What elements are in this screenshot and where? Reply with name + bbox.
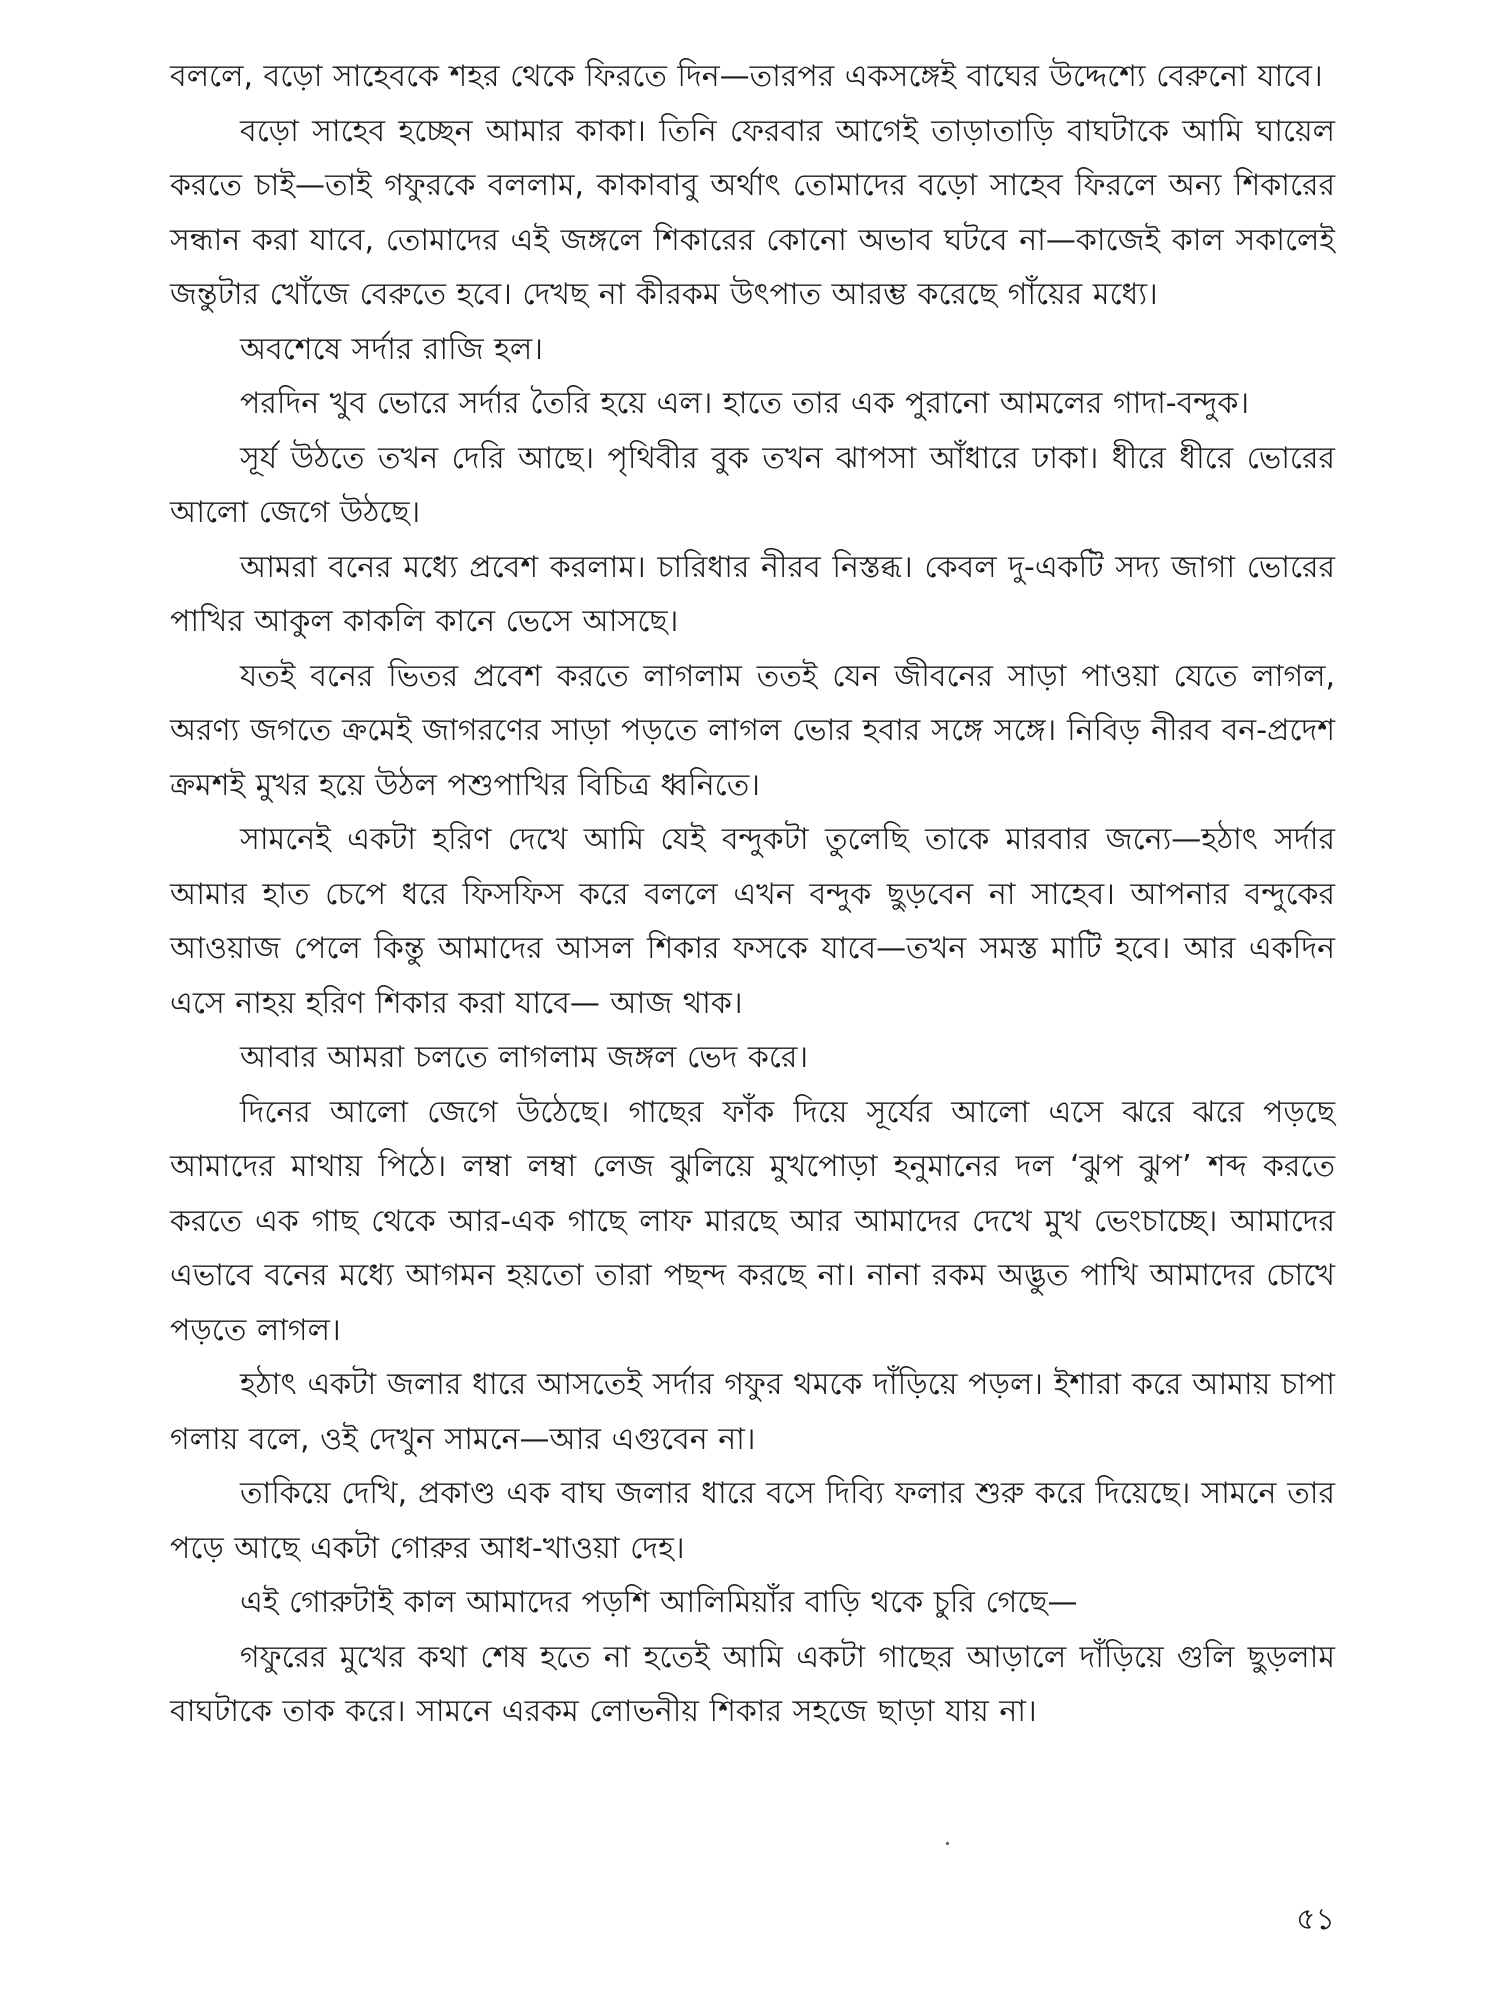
paragraph-8: সামনেই একটা হরিণ দেখে আমি যেই বন্দুকটা তুলেছি তাকে মারবার জন্যে—হঠাৎ সর্দার আমার হাত চেপে ধরে ফিসফিস করে বললে এখন বন্দুক ছুড়বেন না সাহেব। আপনার বন্দুকের আওয়াজ পেলে কিন্তু আমাদের আসল শিকার ফসকে যাবে—তখন সমস্ত মাটি হবে। আর একদিন এসে নাহয় হরিণ শিকার করা যাবে— আজ থাক। <box>170 822 1335 1021</box>
paragraph-13: এই গোরুটাই কাল আমাদের পড়শি আলিমিয়াঁর বাড়ি থকে চুরি গেছে— <box>240 1585 1078 1620</box>
paragraph-4: পরদিন খুব ভোরে সর্দার তৈরি হয়ে এল। হাতে তার এক পুরানো আমলের গাদা-বন্দুক। <box>240 386 1250 421</box>
paragraph-9: আবার আমরা চলতে লাগলাম জঙ্গল ভেদ করে। <box>240 1040 809 1075</box>
paragraph-12: তাকিয়ে দেখি, প্রকাণ্ড এক বাঘ জলার ধারে বসে দিব্যি ফলার শুরু করে দিয়েছে। সামনে তার পড়ে আছে একটা গোরুর আধ-খাওয়া দেহ। <box>170 1476 1335 1566</box>
paragraph-1: বললে, বড়ো সাহেবকে শহর থেকে ফিরতে দিন—তারপর একসঙ্গেই বাঘের উদ্দেশ্যে বেরুনো যাবে। <box>170 59 1323 94</box>
paragraph-6: আমরা বনের মধ্যে প্রবেশ করলাম। চারিধার নীরব নিস্তব্ধ। কেবল দু-একটি সদ্য জাগা ভোরের পাখির আকুল কাকলি কানে ভেসে আসছে। <box>170 549 1335 639</box>
page-body <box>170 50 1335 1950</box>
page-number: ৫১ <box>1296 1902 1335 1937</box>
paragraph-11: হঠাৎ একটা জলার ধারে আসতেই সর্দার গফুর থমকে দাঁড়িয়ে পড়ল। ইশারা করে আমায় চাপা গলায় বলে, ওই দেখুন সামনে—আর এগুবেন না। <box>170 1367 1335 1457</box>
paragraph-3: অবশেষে সর্দার রাজি হল। <box>240 331 543 367</box>
print-speck <box>946 1842 949 1845</box>
paragraph-7: যতই বনের ভিতর প্রবেশ করতে লাগলাম ততই যেন জীবনের সাড়া পাওয়া যেতে লাগল, অরণ্য জগতে ক্রমেই জাগরণের সাড়া পড়তে লাগল ভোর হবার সঙ্গে সঙ্গে। নিবিড় নীরব বন-প্রদেশ ক্রমশই মুখর হয়ে উঠল পশুপাখির বিচিত্র ধ্বনিতে। <box>170 658 1335 803</box>
paragraph-2: বড়ো সাহেব হচ্ছেন আমার কাকা। তিনি ফেরবার আগেই তাড়াতাড়ি বাঘটাকে আমি ঘায়েল করতে চাই—তাই গফুরকে বললাম, কাকাবাবু অর্থাৎ তোমাদের বড়ো সাহেব ফিরলে অন্য শিকারের সন্ধান করা যাবে, তোমাদের এই জঙ্গলে শিকারের কোনো অভাব ঘটবে না—কাজেই কাল সকালেই জন্তুটার খোঁজে বেরুতে হবে। দেখছ না কীরকম উৎপাত আরম্ভ করেছে গাঁয়ের মধ্যে। <box>170 113 1335 312</box>
paragraph-14: গফুরের মুখের কথা শেষ হতে না হতেই আমি একটা গাছের আড়ালে দাঁড়িয়ে গুলি ছুড়লাম বাঘটাকে তাক করে। সামনে এরকম লোভনীয় শিকার সহজে ছাড়া যায় না। <box>170 1639 1335 1729</box>
paragraph-10: দিনের আলো জেগে উঠেছে। গাছের ফাঁক দিয়ে সূর্যের আলো এসে ঝরে ঝরে পড়ছে আমাদের মাথায় পিঠে। লম্বা লম্বা লেজ ঝুলিয়ে মুখপোড়া হনুমানের দল ‘ঝুপ ঝুপ’ শব্দ করতে করতে এক গাছ থেকে আর-এক গাছে লাফ মারছে আর আমাদের দেখে মুখ ভেংচাচ্ছে। আমাদের এভাবে বনের মধ্যে আগমন হয়তো তারা পছন্দ করছে না। নানা রকম অদ্ভুত পাখি আমাদের চোখে পড়তে লাগল। <box>170 1094 1335 1348</box>
paragraph-5: সূর্য উঠতে তখন দেরি আছে। পৃথিবীর বুক তখন ঝাপসা আঁধারে ঢাকা। ধীরে ধীরে ভোরের আলো জেগে উঠছে। <box>170 440 1335 530</box>
